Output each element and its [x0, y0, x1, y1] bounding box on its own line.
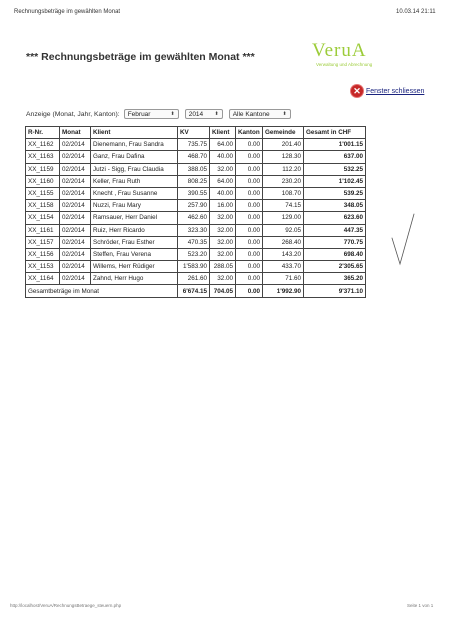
table-cell: 40.00	[210, 187, 236, 199]
table-row	[26, 163, 366, 175]
table-cell: 02/2014	[60, 261, 91, 273]
table-cell: 365.20	[304, 273, 366, 285]
table-cell: Zahnd, Herr Hugo	[91, 273, 178, 285]
print-header-date: 10.03.14 21:11	[396, 9, 436, 15]
chevron-updown-icon: ⬍	[170, 111, 175, 117]
table-cell: 288.05	[210, 261, 236, 273]
footer-url: http://localhost/VeruA/RechnungsBetraege_steuern.php	[10, 603, 122, 608]
table-cell: 637.00	[304, 151, 366, 163]
table-cell: 02/2014	[60, 175, 91, 187]
table-cell: 433.70	[263, 261, 304, 273]
table-cell: 388.05	[178, 163, 210, 175]
table-cell: 808.25	[178, 175, 210, 187]
table-cell: 02/2014	[60, 139, 91, 151]
table-cell: 257.90	[178, 200, 210, 212]
filter-label: Anzeige (Monat, Jahr, Kanton):	[26, 110, 120, 118]
total-label: Gesamtbeträge im Monat	[26, 285, 178, 297]
table-cell: XX_1164	[26, 273, 60, 285]
table-cell: 735.75	[178, 139, 210, 151]
table-cell: 32.00	[210, 236, 236, 248]
table-cell: Jutzi - Sigg, Frau Claudia	[91, 163, 178, 175]
table-cell: 32.00	[210, 273, 236, 285]
table-cell: 64.00	[210, 139, 236, 151]
table-cell: 0.00	[236, 212, 263, 224]
table-cell: 261.60	[178, 273, 210, 285]
table-row	[26, 212, 366, 224]
table-cell: 268.40	[263, 236, 304, 248]
total-row	[26, 285, 366, 297]
table-cell: 74.15	[263, 200, 304, 212]
table-cell: 71.60	[263, 273, 304, 285]
table-header-row	[26, 127, 366, 139]
table-cell: 02/2014	[60, 151, 91, 163]
canton-select-value: Alle Kantone	[232, 110, 270, 118]
chevron-updown-icon: ⬍	[214, 111, 219, 117]
table-cell: 02/2014	[60, 212, 91, 224]
table-cell: XX_1157	[26, 236, 60, 248]
table-cell: 770.75	[304, 236, 366, 248]
table-cell: 129.00	[263, 212, 304, 224]
column-header: Monat	[60, 127, 91, 139]
column-header: Gesamt in CHF	[304, 127, 366, 139]
total-kanton: 0.00	[236, 285, 263, 297]
column-header: R-Nr.	[26, 127, 60, 139]
table-cell: 532.25	[304, 163, 366, 175]
table-cell: 64.00	[210, 175, 236, 187]
table-cell: 523.20	[178, 248, 210, 260]
table-cell: Keller, Frau Ruth	[91, 175, 178, 187]
column-header: Gemeinde	[263, 127, 304, 139]
table-row	[26, 273, 366, 285]
month-select-value: Februar	[127, 110, 151, 118]
table-row	[26, 236, 366, 248]
table-cell: 0.00	[236, 139, 263, 151]
table-cell: Schröder, Frau Esther	[91, 236, 178, 248]
table-cell: XX_1155	[26, 187, 60, 199]
table-cell: 108.70	[263, 187, 304, 199]
print-header-title: Rechnungsbeträge im gewählten Monat	[14, 9, 121, 15]
table-cell: 623.60	[304, 212, 366, 224]
column-header: Klient	[91, 127, 178, 139]
table-row	[26, 151, 366, 163]
filter-row	[26, 108, 297, 120]
table-cell: 323.30	[178, 224, 210, 236]
table-cell: 0.00	[236, 224, 263, 236]
table-cell: 230.20	[263, 175, 304, 187]
table-cell: 02/2014	[60, 163, 91, 175]
table-cell: 1'001.15	[304, 139, 366, 151]
handwritten-checkmark	[388, 210, 418, 270]
column-header: Kanton	[236, 127, 263, 139]
table-row	[26, 139, 366, 151]
table-cell: 2'305.65	[304, 261, 366, 273]
table-cell: Willems, Herr Rüdiger	[91, 261, 178, 273]
table-row	[26, 248, 366, 260]
column-header: KV	[178, 127, 210, 139]
logo-text: VeruA	[312, 40, 367, 61]
table-cell: XX_1161	[26, 224, 60, 236]
table-cell: 698.40	[304, 248, 366, 260]
table-row	[26, 187, 366, 199]
total-gesamt: 9'371.10	[304, 285, 366, 297]
table-cell: 02/2014	[60, 187, 91, 199]
table-cell: 0.00	[236, 200, 263, 212]
table-cell: 32.00	[210, 212, 236, 224]
total-klient: 704.05	[210, 285, 236, 297]
table-row	[26, 200, 366, 212]
year-select-value: 2014	[188, 110, 204, 118]
table-cell: 112.20	[263, 163, 304, 175]
total-gemeinde: 1'992.90	[263, 285, 304, 297]
table-cell: 02/2014	[60, 200, 91, 212]
table-cell: Nuzzi, Frau Mary	[91, 200, 178, 212]
chevron-updown-icon: ⬍	[282, 111, 287, 117]
table-cell: 390.55	[178, 187, 210, 199]
table-cell: 447.35	[304, 224, 366, 236]
table-row	[26, 175, 366, 187]
table-cell: 0.00	[236, 261, 263, 273]
table-cell: 0.00	[236, 151, 263, 163]
table-cell: Ganz, Frau Dafina	[91, 151, 178, 163]
total-kv: 6'674.15	[178, 285, 210, 297]
table-cell: 0.00	[236, 236, 263, 248]
table-cell: 462.60	[178, 212, 210, 224]
table-cell: XX_1158	[26, 200, 60, 212]
table-cell: XX_1153	[26, 261, 60, 273]
table-cell: 539.25	[304, 187, 366, 199]
close-icon[interactable]: ✕	[351, 85, 363, 97]
table-cell: 470.35	[178, 236, 210, 248]
table-cell: Ramsauer, Herr Daniel	[91, 212, 178, 224]
table-cell: 468.70	[178, 151, 210, 163]
table-cell: 348.05	[304, 200, 366, 212]
table-cell: 0.00	[236, 273, 263, 285]
column-header: Klient	[210, 127, 236, 139]
table-cell: Steffen, Frau Verena	[91, 248, 178, 260]
close-window-button[interactable]	[351, 84, 424, 98]
table-cell: 02/2014	[60, 236, 91, 248]
table-row	[26, 224, 366, 236]
table-cell: 02/2014	[60, 248, 91, 260]
table-cell: XX_1163	[26, 151, 60, 163]
table-cell: XX_1159	[26, 163, 60, 175]
month-select[interactable]	[124, 109, 179, 119]
verua-logo	[312, 40, 432, 72]
table-cell: 32.00	[210, 224, 236, 236]
table-cell: 0.00	[236, 248, 263, 260]
footer-page-number: Seite 1 von 1	[407, 603, 434, 608]
table-row	[26, 261, 366, 273]
table-cell: 1'102.45	[304, 175, 366, 187]
table-cell: 0.00	[236, 187, 263, 199]
table-cell: 201.40	[263, 139, 304, 151]
table-cell: Knecht , Frau Susanne	[91, 187, 178, 199]
logo-subtitle: Verwaltung und Abrechnung	[316, 62, 373, 67]
table-cell: XX_1162	[26, 139, 60, 151]
invoice-table	[25, 126, 366, 298]
table-cell: XX_1160	[26, 175, 60, 187]
table-cell: 0.00	[236, 163, 263, 175]
table-cell: 02/2014	[60, 224, 91, 236]
table-cell: 02/2014	[60, 273, 91, 285]
table-cell: 1'583.90	[178, 261, 210, 273]
table-cell: 143.20	[263, 248, 304, 260]
year-select[interactable]	[185, 109, 223, 119]
table-cell: XX_1156	[26, 248, 60, 260]
table-cell: 40.00	[210, 151, 236, 163]
canton-select[interactable]	[229, 109, 291, 119]
table-cell: Dienemann, Frau Sandra	[91, 139, 178, 151]
page-title: *** Rechnungsbeträge im gewählten Monat ***	[26, 51, 255, 63]
table-cell: 16.00	[210, 200, 236, 212]
table-cell: 92.05	[263, 224, 304, 236]
table-cell: 32.00	[210, 248, 236, 260]
table-cell: 128.30	[263, 151, 304, 163]
table-cell: Ruiz, Herr Ricardo	[91, 224, 178, 236]
table-cell: 32.00	[210, 163, 236, 175]
close-window-link[interactable]: Fenster schliessen	[366, 87, 425, 95]
table-cell: XX_1154	[26, 212, 60, 224]
table-cell: 0.00	[236, 175, 263, 187]
